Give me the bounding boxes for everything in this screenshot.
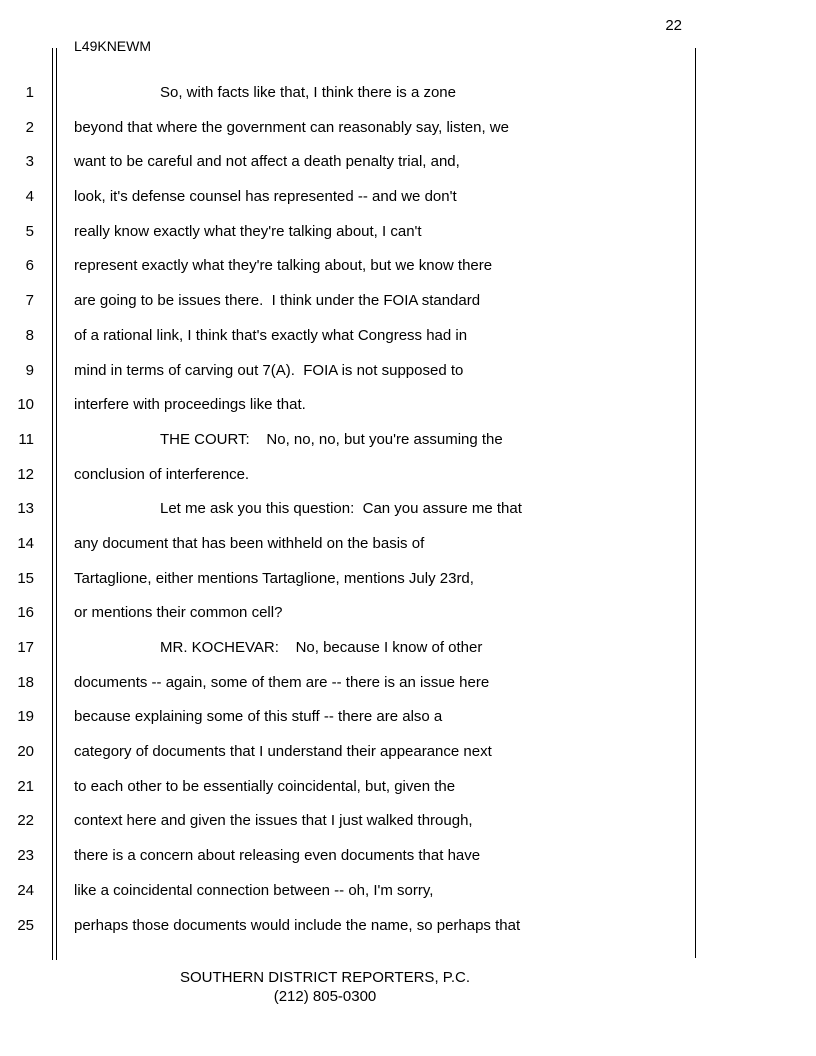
- line-number: 21: [17, 777, 34, 795]
- transcript-line: [0, 804, 700, 839]
- transcript-line: [0, 735, 700, 770]
- line-text: mind in terms of carving out 7(A). FOIA is not supposed to: [74, 361, 464, 379]
- line-text: represent exactly what they're talking about, but we know there: [74, 257, 493, 275]
- line-number: 15: [17, 569, 34, 587]
- line-number: 22: [17, 812, 34, 830]
- transcript-line: [0, 388, 700, 423]
- line-number: 24: [17, 881, 34, 899]
- transcript-line: [0, 354, 700, 389]
- line-text: or mentions their common cell?: [74, 604, 283, 622]
- transcript-lines: [0, 76, 700, 943]
- transcript-line: [0, 492, 700, 527]
- line-number: 18: [17, 673, 34, 691]
- transcript-line: [0, 319, 700, 354]
- reporter-phone: (212) 805-0300: [273, 988, 377, 1005]
- line-text: really know exactly what they're talking about, I can't: [74, 222, 422, 240]
- transcript-line: [0, 527, 700, 562]
- line-number: 3: [25, 153, 34, 171]
- line-text: documents -- again, some of them are -- there is an issue here: [74, 673, 490, 691]
- line-number: 16: [17, 604, 34, 622]
- line-number: 10: [17, 396, 34, 414]
- line-number: 1: [25, 84, 34, 101]
- line-text: context here and given the issues that I just walked through,: [74, 812, 473, 830]
- line-number: 19: [17, 708, 34, 726]
- line-text: Tartaglione, either mentions Tartaglione, mentions July 23rd,: [74, 569, 474, 587]
- transcript-line: [0, 180, 700, 215]
- line-number: 8: [25, 326, 34, 344]
- line-text: there is a concern about releasing even documents that have: [74, 847, 481, 865]
- line-number: 25: [17, 916, 34, 934]
- reporter-company: SOUTHERN DISTRICT REPORTERS, P.C.: [179, 969, 471, 986]
- line-text: So, with facts like that, I think there is a zone: [160, 84, 456, 101]
- line-text: want to be careful and not affect a death penalty trial, and,: [74, 153, 460, 171]
- line-number: 20: [17, 743, 34, 761]
- transcript-line: [0, 215, 700, 250]
- line-number: 5: [25, 222, 34, 240]
- transcript-line: [0, 770, 700, 805]
- line-text: conclusion of interference.: [74, 465, 250, 483]
- line-text: of a rational link, I think that's exactly what Congress had in: [74, 326, 468, 344]
- line-number: 14: [17, 534, 34, 552]
- transcript-line: [0, 839, 700, 874]
- line-text: like a coincidental connection between -- oh, I'm sorry,: [74, 881, 434, 899]
- transcript-line: [0, 76, 700, 111]
- page-number: 22: [665, 17, 682, 34]
- transcript-line: [0, 700, 700, 735]
- line-text: are going to be issues there. I think under the FOIA standard: [74, 292, 481, 310]
- line-text: category of documents that I understand their appearance next: [74, 743, 492, 761]
- line-text: beyond that where the government can reasonably say, listen, we: [74, 118, 509, 136]
- transcript-line: [0, 111, 700, 146]
- line-text: interfere with proceedings like that.: [74, 396, 306, 414]
- transcript-line: [0, 596, 700, 631]
- transcript-line: [0, 666, 700, 701]
- line-text: MR. KOCHEVAR: No, because I know of other: [160, 639, 483, 656]
- line-text: THE COURT: No, no, no, but you're assuming the: [160, 430, 503, 448]
- line-number: 2: [25, 118, 34, 136]
- line-text: to each other to be essentially coincidental, but, given the: [74, 777, 456, 795]
- line-number: 6: [25, 257, 34, 275]
- transcript-line: [0, 423, 700, 458]
- line-number: 9: [25, 361, 34, 379]
- transcript-line: [0, 631, 700, 666]
- line-number: 4: [25, 188, 34, 206]
- line-text: look, it's defense counsel has represented -- and we don't: [74, 188, 457, 206]
- line-number: 17: [17, 639, 34, 656]
- line-number: 12: [17, 465, 34, 483]
- transcript-line: [0, 562, 700, 597]
- line-text: because explaining some of this stuff -- there are also a: [74, 708, 443, 726]
- line-number: 7: [25, 292, 34, 310]
- reporter-footer: [150, 968, 500, 1006]
- line-number: 13: [17, 500, 34, 518]
- transcript-line: [0, 145, 700, 180]
- case-code-header: L49KNEWM: [74, 38, 152, 54]
- line-text: any document that has been withheld on the basis of: [74, 534, 425, 552]
- line-text: perhaps those documents would include the name, so perhaps that: [74, 916, 521, 934]
- line-number: 11: [18, 430, 34, 448]
- line-number: 23: [17, 847, 34, 865]
- transcript-line: [0, 458, 700, 493]
- transcript-line: [0, 874, 700, 909]
- transcript-line: [0, 284, 700, 319]
- line-text: Let me ask you this question: Can you assure me that: [160, 500, 522, 518]
- transcript-line: [0, 249, 700, 284]
- transcript-line: [0, 909, 700, 944]
